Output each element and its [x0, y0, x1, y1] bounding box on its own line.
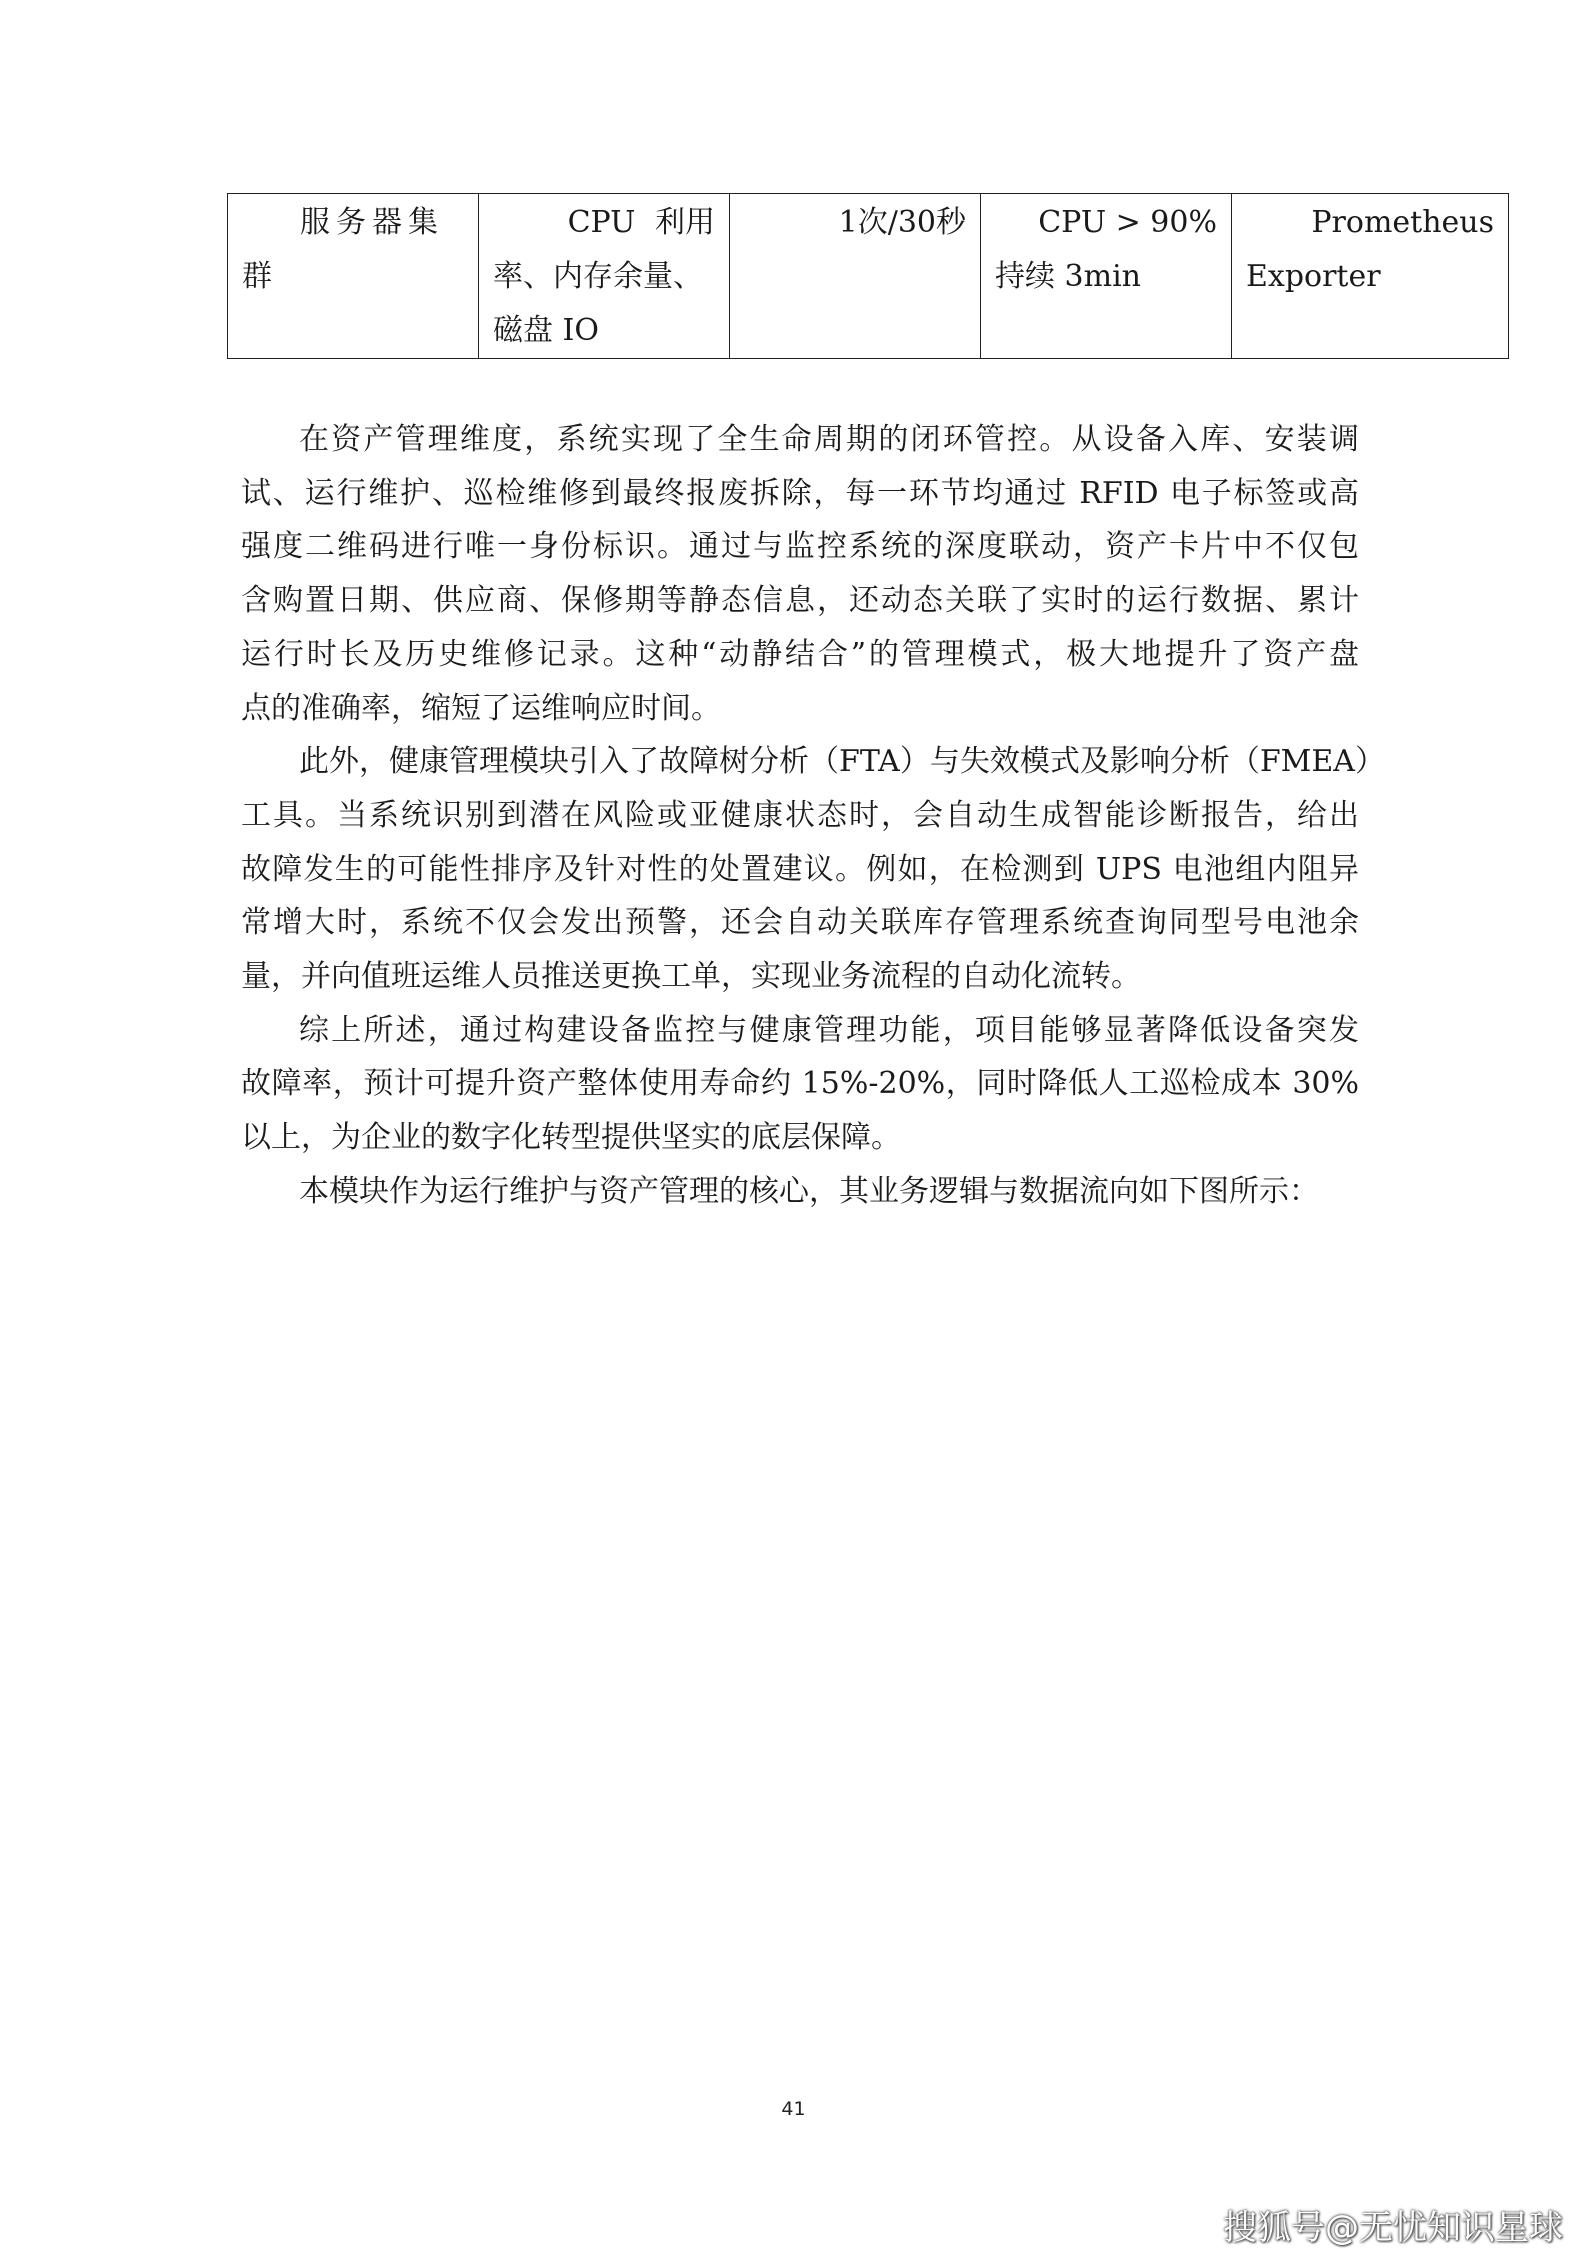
monitoring-spec-table: [227, 193, 1509, 359]
cell-frequency: [730, 194, 981, 359]
paragraph-figure-intro: [241, 1165, 1359, 1219]
text-line: 此外，健康管理模块引入了故障树分析（FTA）与失效模式及影响分析（FMEA）: [299, 744, 1385, 780]
cell-text: 率、内存余量、: [493, 259, 703, 294]
cell-text: 服务器集: [300, 205, 444, 240]
cell-threshold: [981, 194, 1232, 359]
body-text: [241, 413, 1385, 1219]
text-line: 本模块作为运行维护与资产管理的核心，其业务逻辑与数据流向如下图所示：: [299, 1173, 1319, 1209]
cell-metrics: [479, 194, 730, 359]
page-number: 41: [781, 2098, 806, 2120]
text-line: 试、运行维护、巡检维修到最终报废拆除，每一环节均通过 RFID 电子标签或高: [241, 475, 1359, 511]
paragraph-summary: [241, 1004, 1359, 1165]
cell-text: 1次/30秒: [838, 205, 966, 240]
cell-text: 磁盘 IO: [493, 313, 599, 348]
cell-tool: [1232, 194, 1509, 359]
table-row: [228, 194, 1509, 359]
text-line: 在资产管理维度，系统实现了全生命周期的闭环管控。从设备入库、安装调: [299, 422, 1359, 457]
text-line: 以上，为企业的数字化转型提供坚实的底层保障。: [241, 1120, 901, 1156]
text-line: 故障率，预计可提升资产整体使用寿命约 15%-20%，同时降低人工巡检成本 30%: [241, 1066, 1359, 1102]
text-line: 量，并向值班运维人员推送更换工单，实现业务流程的自动化流转。: [241, 959, 1141, 995]
text-line: 综上所述，通过构建设备监控与健康管理功能，项目能够显著降低设备突发: [299, 1012, 1359, 1048]
text-line: 强度二维码进行唯一身份标识。通过与监控系统的深度联动，资产卡片中不仅包: [241, 529, 1359, 565]
cell-text: 持续 3min: [995, 259, 1141, 294]
cell-text: CPU > 90%: [1038, 205, 1217, 240]
watermark: 搜狐号@无忧知识星球: [1223, 2208, 1563, 2248]
text-line: 点的准确率，缩短了运维响应时间。: [241, 690, 721, 726]
cell-text: CPU 利用: [567, 205, 715, 240]
text-line: 含购置日期、供应商、保修期等静态信息，还动态关联了实时的运行数据、累计: [241, 583, 1359, 619]
text-line: 常增大时，系统不仅会发出预警，还会自动关联库存管理系统查询同型号电池余: [241, 905, 1359, 941]
text-line: 运行时长及历史维修记录。这种“动静结合”的管理模式，极大地提升了资产盘: [241, 636, 1359, 672]
text-line: 工具。当系统识别到潜在风险或亚健康状态时，会自动生成智能诊断报告，给出: [241, 797, 1359, 833]
cell-monitored-object: [228, 194, 479, 359]
cell-text: Prometheus: [1311, 205, 1494, 240]
paragraph-asset-management: [241, 413, 1359, 735]
text-line: 故障发生的可能性排序及针对性的处置建议。例如，在检测到 UPS 电池组内阻异: [241, 851, 1359, 887]
cell-text: 群: [242, 259, 272, 294]
paragraph-health-management: [241, 735, 1385, 1004]
cell-text: Exporter: [1246, 259, 1381, 294]
